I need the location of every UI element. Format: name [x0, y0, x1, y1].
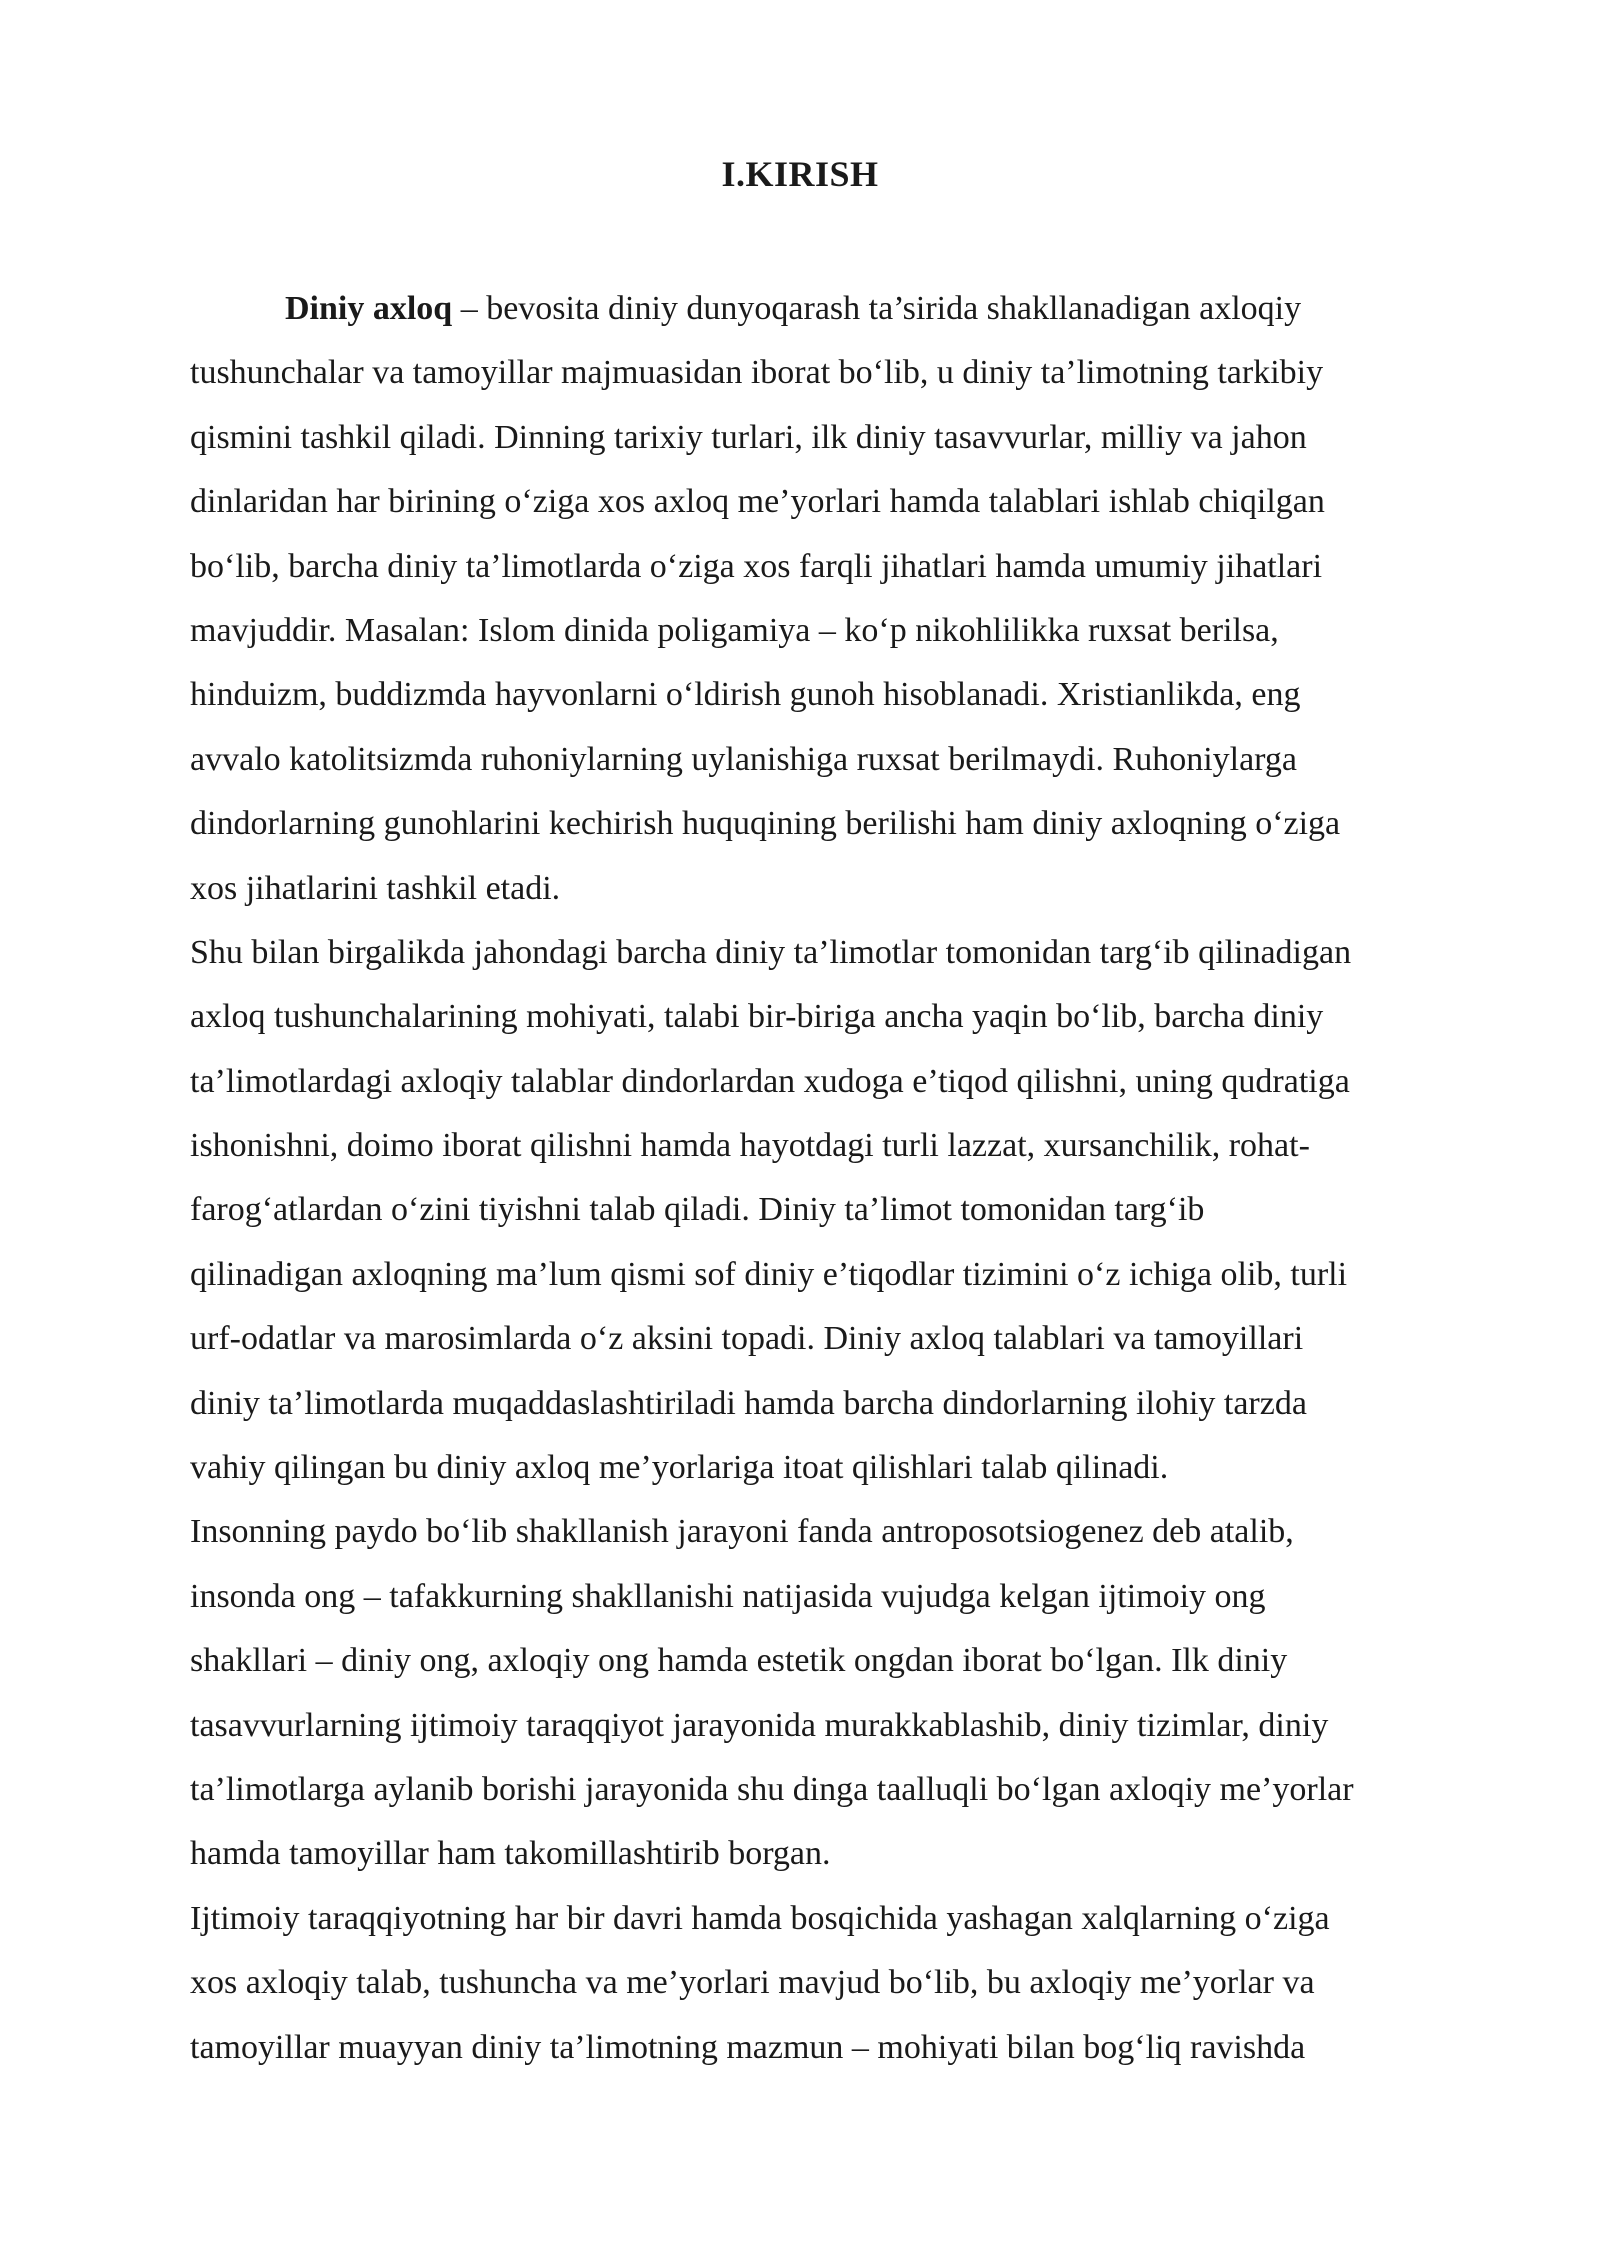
text-line: ishonishni, doimo iborat qilishni hamda hayotdagi turli lazzat, xursanchilik, rohat- — [190, 1127, 1310, 1165]
text-line: qilinadigan axloqning ma’lum qismi sof diniy e’tiqodlar tizimini o‘z ichiga olib, turli — [190, 1255, 1348, 1293]
text-line: dindorlarning gunohlarini kechirish huquqining berilishi ham diniy axloqning o‘ziga — [190, 805, 1341, 843]
text-line: tushunchalar va tamoyillar majmuasidan iborat bo‘lib, u diniy ta’limotning tarkibiy — [190, 354, 1324, 392]
text-line: vahiy qilingan bu diniy axloq me’yorlariga itoat qilishlari talab qilinadi. — [190, 1449, 1169, 1487]
text-line: hinduizm, buddizmda hayvonlarni o‘ldirish gunoh hisoblanadi. Xristianlikda, eng — [190, 676, 1301, 714]
text-line: dinlaridan har birining o‘ziga xos axloq me’yorlari hamda talablari ishlab chiqilgan — [190, 483, 1325, 521]
text-line: axloq tushunchalarining mohiyati, talabi bir-biriga ancha yaqin bo‘lib, barcha diniy — [190, 998, 1324, 1036]
text-line: Ijtimoiy taraqqiyotning har bir davri hamda bosqichida yashagan xalqlarning o‘ziga — [190, 1899, 1330, 1937]
text-line: urf-odatlar va marosimlarda o‘z aksini topadi. Diniy axloq talablari va tamoyillari — [190, 1320, 1304, 1358]
text-line: ta’limotlarga aylanib borishi jarayonida shu dinga taalluqli bo‘lgan axloqiy me’yorlar — [190, 1770, 1354, 1808]
text-line: Shu bilan birgalikda jahondagi barcha diniy ta’limotlar tomonidan targ‘ib qilinadigan — [190, 933, 1352, 971]
text-line: Insonning paydo bo‘lib shakllanish jarayoni fanda antroposotsiogenez deb atalib, — [190, 1513, 1294, 1551]
text-line: xos axloqiy talab, tushuncha va me’yorlari mavjud bo‘lib, bu axloqiy me’yorlar va — [190, 1964, 1315, 2002]
page-title: I.KIRISH — [721, 154, 879, 194]
text-line: avvalo katolitsizmda ruhoniylarning uylanishiga ruxsat berilmaydi. Ruhoniylarga — [190, 740, 1297, 778]
text-line: ta’limotlardagi axloqiy talablar dindorlardan xudoga e’tiqod qilishni, uning qudratiga — [190, 1062, 1350, 1100]
text-line: hamda tamoyillar ham takomillashtirib borgan. — [190, 1835, 831, 1873]
text-line: shakllari – diniy ong, axloqiy ong hamda estetik ongdan iborat bo‘lgan. Ilk diniy — [190, 1642, 1288, 1680]
text-line: xos jihatlarini tashkil etadi. — [190, 869, 561, 907]
text-line: tasavvurlarning ijtimoiy taraqqiyot jarayonida murakkablashib, diniy tizimlar, diniy — [190, 1706, 1329, 1744]
body-text — [190, 277, 1490, 2080]
text-line: diniy ta’limotlarda muqaddaslashtiriladi hamda barcha dindorlarning ilohiy tarzda — [190, 1384, 1307, 1422]
text-line: mavjuddir. Masalan: Islom dinida poligamiya – ko‘p nikohlilikka ruxsat berilsa, — [190, 611, 1279, 649]
defined-term: Diniy axloq — [285, 290, 453, 327]
text-line: qismini tashkil qiladi. Dinning tarixiy turlari, ilk diniy tasavvurlar, milliy va jahon — [190, 418, 1307, 456]
text-line: farog‘atlardan o‘zini tiyishni talab qiladi. Diniy ta’limot tomonidan targ‘ib — [190, 1191, 1205, 1229]
text-line-rest: – bevosita diniy dunyoqarash ta’sirida shakllanadigan axloqiy — [452, 290, 1302, 327]
text-line: bo‘lib, barcha diniy ta’limotlarda o‘ziga xos farqli jihatlari hamda umumiy jihatlari — [190, 547, 1323, 585]
text-line — [190, 277, 1490, 341]
text-line: insonda ong – tafakkurning shakllanishi natijasida vujudga kelgan ijtimoiy ong — [190, 1577, 1266, 1615]
text-line: tamoyillar muayyan diniy ta’limotning mazmun – mohiyati bilan bog‘liq ravishda — [190, 2028, 1306, 2066]
